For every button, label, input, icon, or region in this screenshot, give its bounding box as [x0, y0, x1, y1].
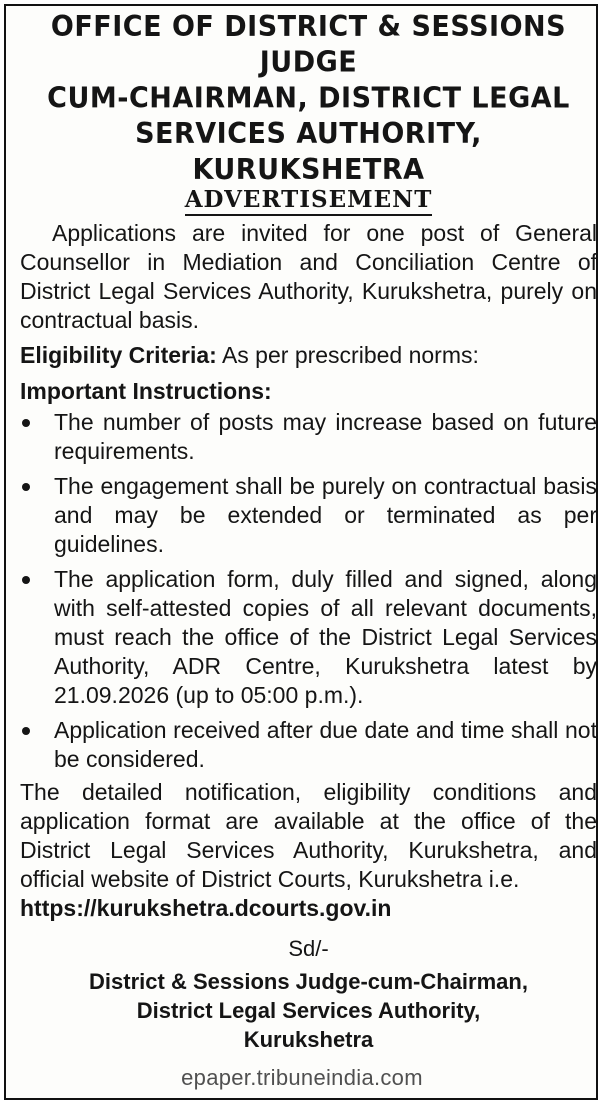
- website-url[interactable]: https://kurukshetra.dcourts.gov.in: [20, 895, 392, 921]
- bullet-icon: [22, 419, 30, 427]
- bullet-icon: [22, 576, 30, 584]
- epaper-watermark: epaper.tribuneindia.com: [181, 1065, 423, 1090]
- list-item: [20, 716, 597, 774]
- advertisement-frame: [4, 4, 598, 1100]
- list-item: [20, 565, 597, 710]
- list-item: [20, 472, 597, 559]
- instruction-text: The engagement shall be purely on contractual basis and may be extended or terminated as per guidelines.: [54, 473, 597, 557]
- heading-line-3: SERVICES AUTHORITY, KURUKSHETRA: [135, 117, 482, 187]
- eligibility-criteria: [20, 341, 597, 370]
- list-item: [20, 408, 597, 466]
- heading-line-1: OFFICE OF DISTRICT & SESSIONS JUDGE: [50, 10, 567, 80]
- intro-paragraph: Applications are invited for one post of General Counsellor in Mediation and Conciliation Centre of District Legal Services Authority, Kurukshetra, purely on contractual basis.: [20, 220, 597, 333]
- instruction-text: Application received after due date and time shall not be considered.: [54, 717, 597, 772]
- notification-paragraph: The detailed notification, eligibility conditions and application format are available at the office of the District Legal Services Authority, Kurukshetra, and official website of District Courts, Kurukshetra i.e.: [20, 779, 597, 892]
- signatory-line-1: District & Sessions Judge-cum-Chairman,: [89, 969, 528, 994]
- advertisement-label: ADVERTISEMENT: [185, 187, 433, 216]
- bullet-icon: [22, 483, 30, 491]
- eligibility-text: As per prescribed norms:: [216, 342, 479, 368]
- advertisement-content: [20, 10, 597, 1054]
- eligibility-label: Eligibility Criteria:: [20, 342, 217, 368]
- signatory-block: [20, 967, 597, 1054]
- office-heading: [20, 10, 597, 189]
- instructions-list: [20, 408, 597, 774]
- advertisement-title: [20, 187, 597, 216]
- heading-line-2: CUM-CHAIRMAN, DISTRICT LEGAL: [47, 82, 570, 115]
- signature-sd: Sd/-: [288, 936, 329, 961]
- signatory-line-3: Kurukshetra: [243, 1027, 374, 1052]
- instruction-text: The number of posts may increase based on future requirements.: [54, 409, 597, 464]
- instructions-title: Important Instructions:: [20, 378, 272, 404]
- signatory-line-2: District Legal Services Authority,: [136, 998, 481, 1023]
- bullet-icon: [22, 727, 30, 735]
- instruction-text: The application form, duly filled and signed, along with self-attested copies of all relevant documents, must reach the office of the District Legal Services Authority, ADR Centre, Kurukshetra latest by 21.09.2026 (up to 05:00 p.m.).: [54, 566, 597, 708]
